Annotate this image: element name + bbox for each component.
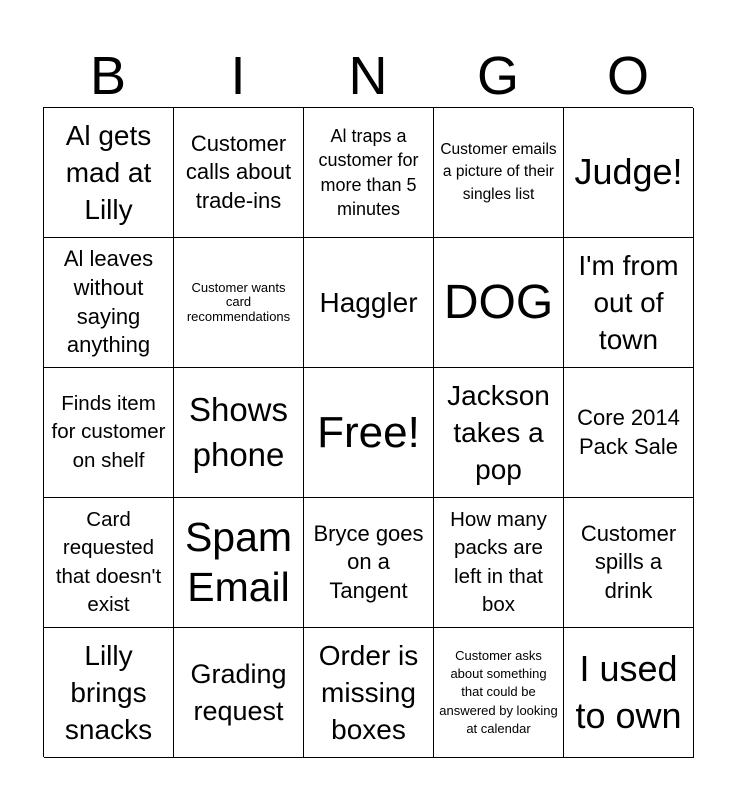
cell-text: Al traps a customer for more than 5 minutes bbox=[318, 125, 419, 219]
cell-text: Customer wants card recommendations bbox=[186, 279, 291, 324]
cell-text: Al gets mad at Lilly bbox=[65, 119, 152, 226]
cell-text: Jackson takes a pop bbox=[447, 379, 550, 486]
cell-text: Lilly brings snacks bbox=[64, 639, 153, 746]
cell-text: Free! bbox=[317, 407, 420, 457]
bingo-cell[interactable] bbox=[44, 238, 174, 368]
bingo-header bbox=[43, 44, 693, 108]
bingo-cell[interactable] bbox=[564, 368, 694, 498]
bingo-cell[interactable] bbox=[564, 498, 694, 628]
cell-text: Customer spills a drink bbox=[580, 520, 677, 603]
header-letter-i: I bbox=[230, 46, 246, 106]
cell-text: Spam Email bbox=[184, 514, 293, 610]
cell-text: Bryce goes on a Tangent bbox=[313, 520, 424, 603]
cell-text: Haggler bbox=[319, 286, 418, 318]
header-letter-o: O bbox=[606, 46, 649, 106]
cell-text: Core 2014 Pack Sale bbox=[577, 404, 680, 459]
cell-text: Shows phone bbox=[188, 390, 289, 473]
bingo-cell[interactable] bbox=[564, 108, 694, 238]
cell-text: I'm from out of town bbox=[578, 249, 679, 356]
bingo-cell[interactable] bbox=[304, 628, 434, 758]
bingo-cell[interactable] bbox=[434, 108, 564, 238]
bingo-cell[interactable] bbox=[44, 368, 174, 498]
cell-text: Judge! bbox=[574, 151, 683, 193]
bingo-cell[interactable] bbox=[304, 108, 434, 238]
bingo-cell[interactable] bbox=[44, 498, 174, 628]
cell-text: Customer emails a picture of their singles list bbox=[440, 140, 557, 203]
cell-text: Order is missing boxes bbox=[318, 639, 419, 746]
header-letter-g: G bbox=[476, 46, 519, 106]
cell-text: I used to own bbox=[575, 647, 682, 736]
bingo-cell[interactable] bbox=[174, 108, 304, 238]
cell-text: How many packs are left in that box bbox=[450, 507, 547, 616]
cell-text: DOG bbox=[443, 275, 554, 329]
bingo-cell[interactable] bbox=[174, 628, 304, 758]
cell-text: Customer asks about something that could be answered by looking at calendar bbox=[439, 648, 558, 736]
header-letter-n: N bbox=[348, 46, 388, 106]
cell-text: Grading request bbox=[190, 658, 287, 726]
bingo-cell[interactable] bbox=[304, 238, 434, 368]
bingo-cell[interactable] bbox=[304, 368, 434, 498]
cell-text: Customer calls about trade-ins bbox=[185, 130, 292, 213]
bingo-cell[interactable] bbox=[44, 108, 174, 238]
header-letter-b: B bbox=[89, 46, 127, 106]
bingo-cell[interactable] bbox=[434, 368, 564, 498]
cell-text: Finds item for customer on shelf bbox=[51, 392, 166, 472]
bingo-cell[interactable] bbox=[434, 628, 564, 758]
cell-text: Al leaves without saying anything bbox=[63, 246, 154, 358]
bingo-cell[interactable] bbox=[434, 238, 564, 368]
bingo-cell[interactable] bbox=[564, 628, 694, 758]
cell-text: Card requested that doesn't exist bbox=[55, 507, 162, 616]
bingo-cell[interactable] bbox=[564, 238, 694, 368]
bingo-cell[interactable] bbox=[174, 368, 304, 498]
bingo-cell[interactable] bbox=[44, 628, 174, 758]
bingo-cell[interactable] bbox=[304, 498, 434, 628]
bingo-cell[interactable] bbox=[434, 498, 564, 628]
bingo-cell[interactable] bbox=[174, 238, 304, 368]
bingo-board bbox=[43, 107, 693, 757]
bingo-cell[interactable] bbox=[174, 498, 304, 628]
